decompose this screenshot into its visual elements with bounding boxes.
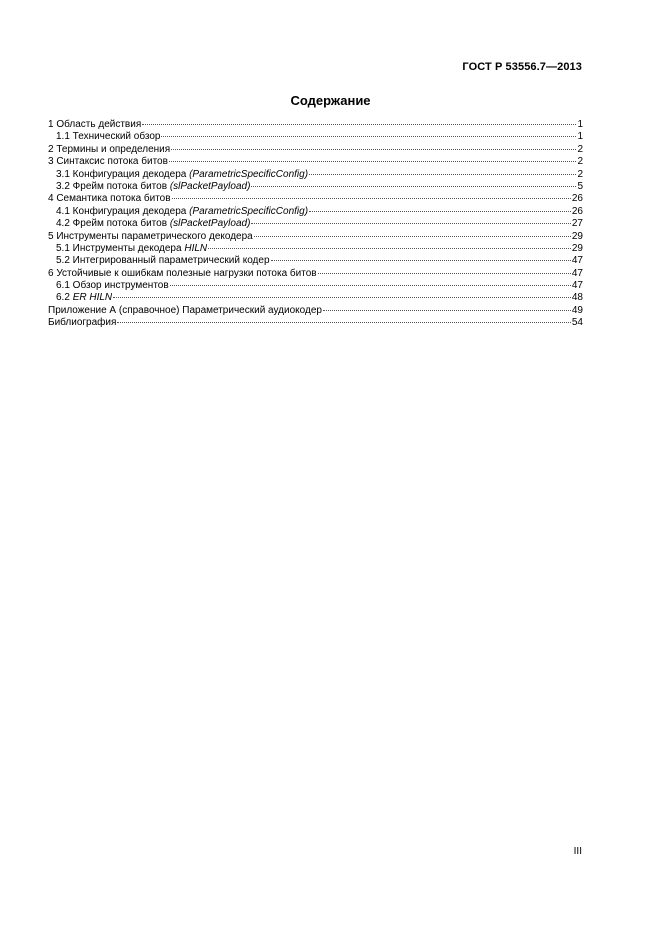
toc-entry-label: 5 Инструменты параметрического декодера [48,230,253,242]
toc-dot-leader [254,235,571,237]
toc-entry[interactable] [48,292,583,304]
toc-entry-label: 3.1 Конфигурация декодера (ParametricSpecificConfig) [56,168,309,180]
toc-dot-leader [251,222,570,224]
toc-entry-label: 4 Семантика потока битов [48,193,171,205]
toc-entry-page: 5 [577,180,583,192]
document-code: ГОСТ Р 53556.7—2013 [462,61,582,73]
toc-entry-label: 5.1 Инструменты декодера HILN [56,242,208,254]
toc-entry-page: 29 [571,230,583,242]
toc-entry-page: 1 [577,119,583,130]
toc-entry-label: 6.2 ER HILN [56,292,113,304]
toc-entry-page: 1 [577,131,583,143]
toc-dot-leader [309,210,571,212]
toc-entry[interactable] [48,169,583,181]
table-of-contents [48,119,583,330]
toc-entry-page: 2 [577,143,583,155]
toc-entry-label: 6 Устойчивые к ошибкам полезные нагрузки потока битов [48,267,317,279]
toc-entry-label: 1.1 Технический обзор [56,131,161,143]
toc-entry-page: 26 [571,193,583,205]
toc-entry-page: 2 [577,156,583,168]
toc-dot-leader [113,296,571,298]
toc-entry[interactable] [48,231,583,243]
toc-entry-page: 29 [571,242,583,254]
toc-entry-page: 2 [577,168,583,180]
toc-dot-leader [309,173,576,175]
toc-entry[interactable] [48,193,583,205]
toc-entry[interactable] [48,317,583,329]
toc-entry-label: 5.2 Интегрированный параметрический кодер [56,255,270,267]
page-number: III [573,846,582,857]
toc-entry-page: 49 [571,304,583,316]
toc-entry[interactable] [48,131,583,143]
toc-entry[interactable] [48,243,583,255]
toc-entry-label: 3 Синтаксис потока битов [48,156,168,168]
toc-dot-leader [172,197,571,199]
toc-entry[interactable] [48,156,583,168]
toc-title: Содержание [290,93,371,108]
toc-entry-label: 2 Термины и определения [48,143,171,155]
toc-dot-leader [161,135,576,137]
toc-dot-leader [170,284,571,286]
toc-entry[interactable] [48,144,583,156]
toc-entry[interactable] [48,255,583,267]
toc-entry-label: 3.2 Фрейм потока битов (slPacketPayload) [56,180,251,192]
toc-entry-page: 27 [571,218,583,230]
toc-entry-label: 1 Область действия [48,119,142,130]
toc-dot-leader [208,247,571,249]
toc-dot-leader [323,309,571,311]
toc-entry-label: Библиография [48,317,117,329]
toc-dot-leader [169,160,577,162]
toc-dot-leader [271,259,571,261]
toc-entry-label: 4.1 Конфигурация декодера (ParametricSpecificConfig) [56,205,309,217]
toc-entry[interactable] [48,181,583,193]
toc-entry-page: 47 [571,280,583,292]
toc-dot-leader [117,321,570,323]
toc-entry-label: Приложение А (справочное) Параметрический аудиокодер [48,304,322,316]
toc-entry[interactable] [48,218,583,230]
toc-entry-page: 47 [571,267,583,279]
toc-entry-page: 48 [571,292,583,304]
toc-dot-leader [171,148,576,150]
toc-entry[interactable] [48,305,583,317]
toc-entry-label: 6.1 Обзор инструментов [56,280,169,292]
toc-entry[interactable] [48,206,583,218]
toc-dot-leader [318,272,571,274]
toc-entry[interactable] [48,268,583,280]
toc-entry[interactable] [48,280,583,292]
toc-entry-label: 4.2 Фрейм потока битов (slPacketPayload) [56,218,251,230]
toc-entry-page: 26 [571,205,583,217]
toc-dot-leader [251,185,576,187]
toc-dot-leader [142,123,576,125]
toc-entry[interactable] [48,119,583,131]
toc-entry-page: 54 [571,317,583,329]
toc-entry-page: 47 [571,255,583,267]
